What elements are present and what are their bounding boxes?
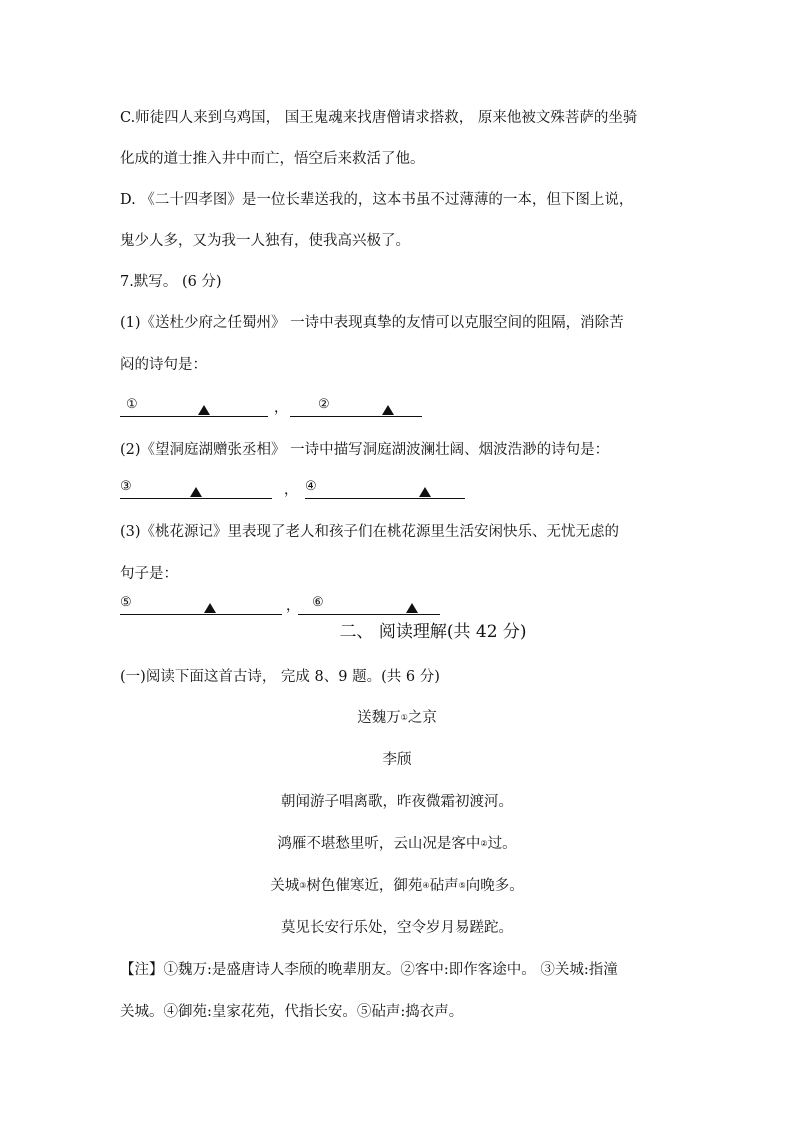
q7-part1-line1: (1)《送杜少府之任蜀州》 一诗中表现真挚的友情可以克服空间的阻隔，消除苦 xyxy=(120,315,624,331)
notes-line-1: 【注】①魏万:是盛唐诗人李颀的晚辈朋友。②客中:即作客途中。 ③关城:指潼 xyxy=(120,962,618,978)
option-d-line2: 鬼少人多，又为我一人独有，使我高兴极了。 xyxy=(120,233,410,249)
comma: ， xyxy=(274,400,288,416)
blank-marker: ⑤ xyxy=(120,595,132,610)
triangle-icon xyxy=(419,487,431,497)
blank-marker: ② xyxy=(318,397,330,412)
poem-line-1: 朝闻游子唱离歌，昨夜微霜初渡河。 xyxy=(281,794,513,810)
poem-text: 关城 xyxy=(270,878,300,894)
answer-blank-6[interactable] xyxy=(298,594,440,615)
poem-title xyxy=(0,708,794,728)
option-c-line1: C.师徒四人来到乌鸡国， 国王鬼魂来找唐僧请求搭救， 原来他被文殊菩萨的坐骑 xyxy=(120,110,638,126)
section-2-title: 二、 阅读理解(共 42 分) xyxy=(339,622,527,642)
triangle-icon xyxy=(382,405,394,415)
poem-title-text: 送魏万 xyxy=(357,710,401,726)
footnote-ref: ③ xyxy=(299,881,307,890)
footnote-ref: ① xyxy=(400,713,408,722)
comma: ， xyxy=(286,598,300,614)
poem-text: 向晚多。 xyxy=(465,878,524,894)
poem-text: 鸿雁不堪愁里听，云山况是客中 xyxy=(277,836,481,852)
poem-title-text: 之京 xyxy=(407,710,437,726)
footnote-ref: ④ xyxy=(422,881,430,890)
poem-line-3 xyxy=(0,876,794,896)
blank-marker: ⑥ xyxy=(312,595,324,610)
poem-text: 过。 xyxy=(487,836,517,852)
option-c-line2: 化成的道士推入井中而亡，悟空后来救活了他。 xyxy=(120,151,425,167)
poem-line-2 xyxy=(0,834,794,854)
footnote-ref: ② xyxy=(480,839,488,848)
blank-marker: ① xyxy=(126,397,138,412)
option-d-line1: D. 《二十四孝图》是一位长辈送我的，这本书虽不过薄薄的一本，但下图上说， xyxy=(120,192,634,208)
poem-text: 树色催寒近，御苑 xyxy=(306,878,423,894)
poem-author: 李颀 xyxy=(382,752,412,768)
q7-part1-line2: 闷的诗句是： xyxy=(120,357,207,373)
triangle-icon xyxy=(190,487,202,497)
section-2-subheading: (一)阅读下面这首古诗， 完成 8、9 题。(共 6 分) xyxy=(120,669,440,685)
question-7-title: 7.默写。 (6 分) xyxy=(120,274,222,290)
comma: ， xyxy=(284,482,298,498)
notes-line-2: 关城。④御苑:皇家花苑，代指长安。⑤砧声:捣衣声。 xyxy=(120,1004,464,1020)
q7-part3-line1: (3)《桃花源记》里表现了老人和孩子们在桃花源里生活安闲快乐、无忧无虑的 xyxy=(120,524,620,540)
answer-blank-5[interactable] xyxy=(120,594,282,615)
triangle-icon xyxy=(198,405,210,415)
blank-marker: ④ xyxy=(305,479,317,494)
footnote-ref: ⑤ xyxy=(458,881,466,890)
q7-part3-line2: 句子是： xyxy=(120,566,178,582)
answer-blank-3[interactable] xyxy=(120,478,272,499)
poem-text: 砧声 xyxy=(429,878,459,894)
answer-blank-4[interactable] xyxy=(305,478,465,499)
answer-blank-2[interactable] xyxy=(290,396,422,417)
poem-line-4: 莫见长安行乐处，空令岁月易蹉跎。 xyxy=(281,920,513,936)
q7-part2-line1: (2)《望洞庭湖赠张丞相》 一诗中描写洞庭湖波澜壮阔、烟波浩渺的诗句是： xyxy=(120,442,610,458)
triangle-icon xyxy=(406,603,418,613)
triangle-icon xyxy=(204,603,216,613)
answer-blank-1[interactable] xyxy=(120,396,268,417)
blank-marker: ③ xyxy=(120,479,132,494)
